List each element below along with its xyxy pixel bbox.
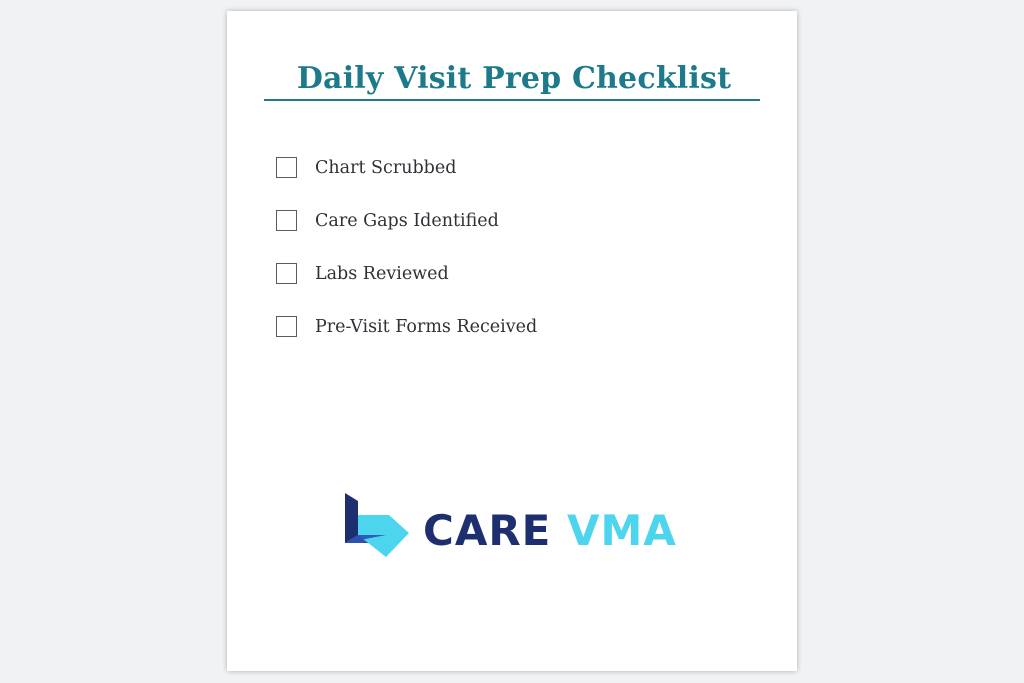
checklist (276, 141, 537, 353)
brand-name-primary: CARE (423, 505, 552, 555)
checklist-item-labs-reviewed[interactable] (276, 247, 537, 300)
checklist-item-label: Labs Reviewed (315, 263, 449, 284)
checklist-item-label: Pre-Visit Forms Received (315, 316, 538, 337)
checkbox[interactable] (276, 157, 297, 178)
checklist-item-label: Chart Scrubbed (315, 157, 457, 178)
brand-name-secondary: VMA (566, 505, 677, 555)
checklist-item-pre-visit-forms[interactable] (276, 300, 537, 353)
brand-wordmark (423, 501, 677, 555)
checkbox[interactable] (276, 316, 297, 337)
checkbox[interactable] (276, 263, 297, 284)
checkbox[interactable] (276, 210, 297, 231)
page-title: Daily Visit Prep Checklist (296, 61, 732, 96)
care-vma-logo-icon (345, 493, 411, 559)
title-divider (264, 99, 760, 101)
checklist-item-care-gaps[interactable] (276, 194, 537, 247)
checklist-item-chart-scrubbed[interactable] (276, 141, 537, 194)
checklist-item-label: Care Gaps Identified (315, 210, 499, 231)
brand-logo (345, 493, 677, 559)
checklist-page (227, 11, 797, 671)
